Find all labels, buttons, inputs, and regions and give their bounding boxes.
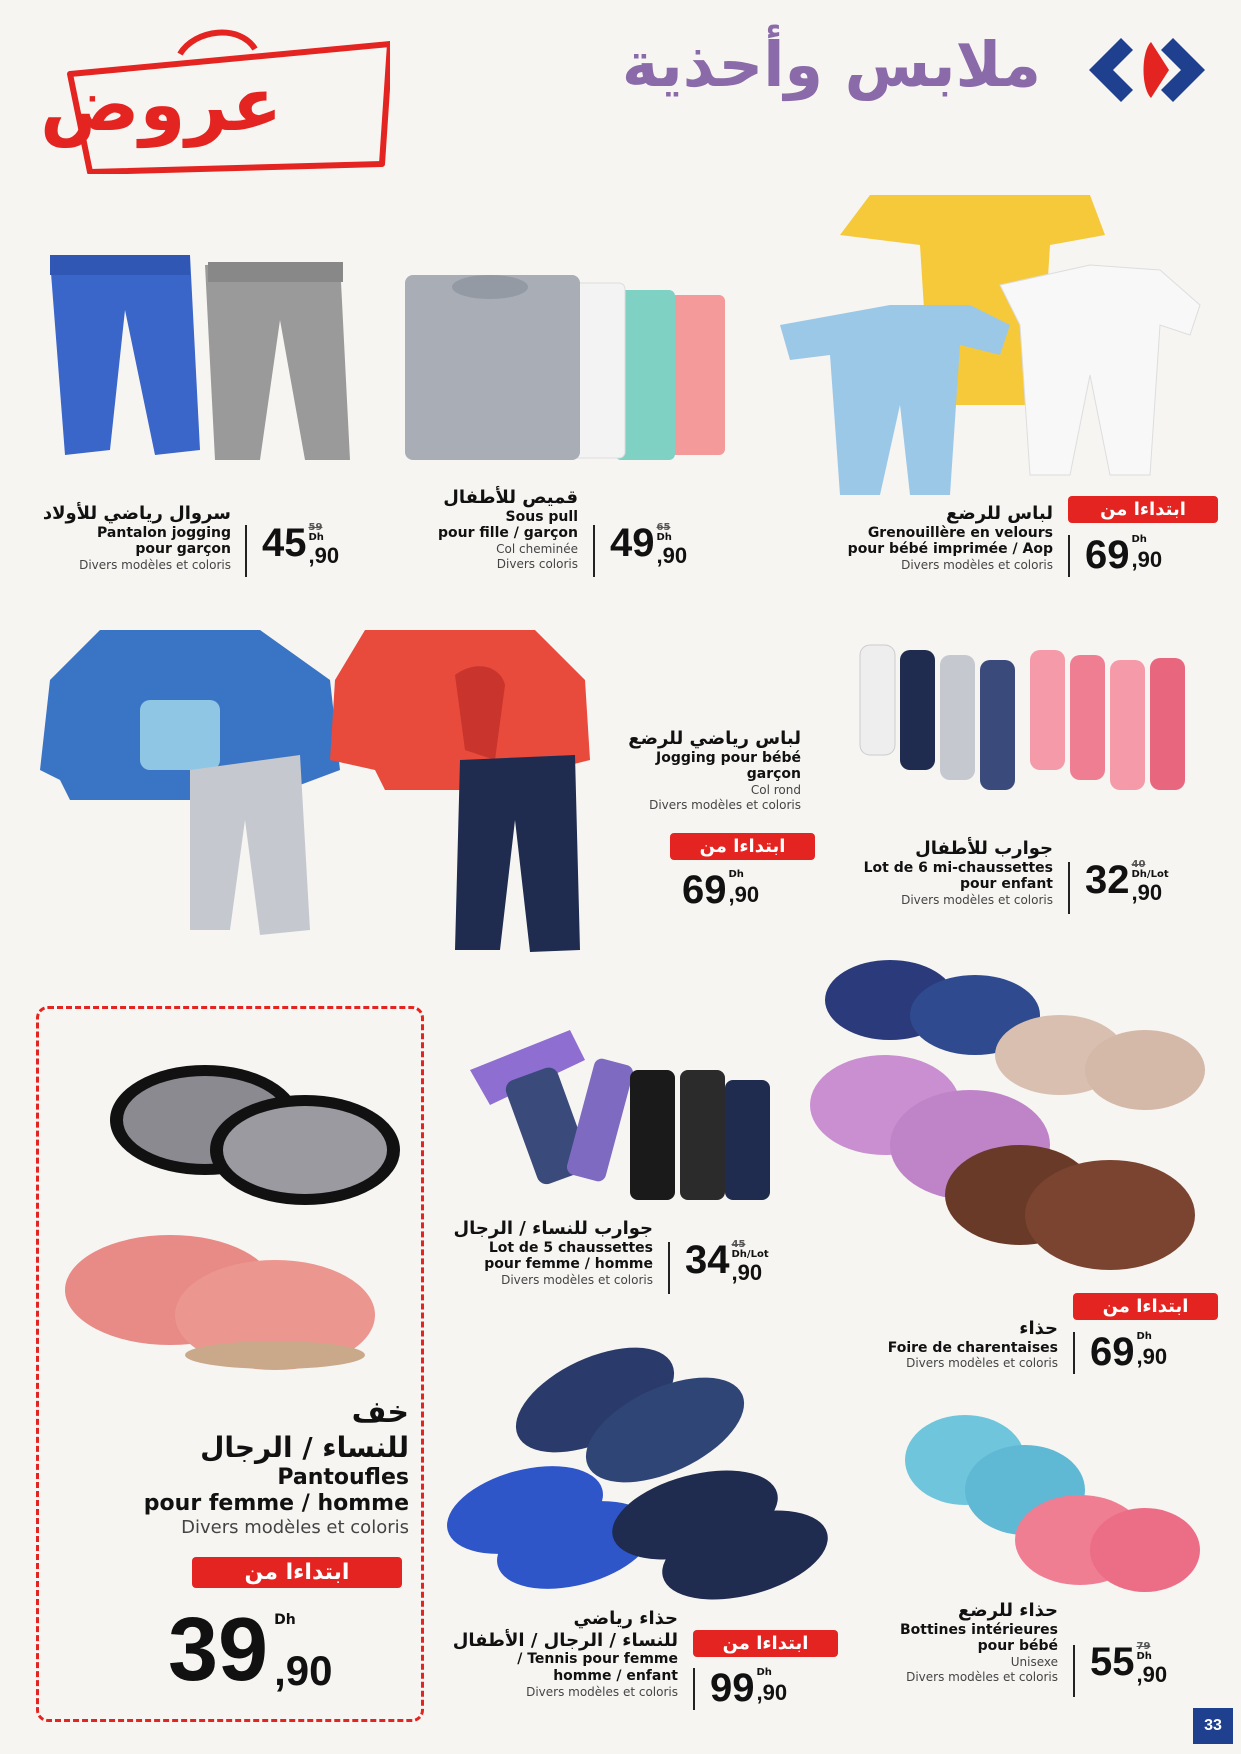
chaussettes-enfant-price: 32 40 Dh/Lot ,90 — [1085, 858, 1169, 905]
divider — [1068, 535, 1070, 577]
divider — [593, 525, 595, 577]
pantalon-price: 45 59 Dh ,90 — [262, 521, 340, 568]
baby-bootees-image — [895, 1400, 1200, 1595]
jogging-bebe-price: 69 Dh ,90 — [682, 868, 760, 912]
page-number: 33 — [1193, 1708, 1233, 1744]
kids-sweaters-image — [400, 265, 730, 465]
page-title: ملابس وأحذية — [621, 28, 1041, 101]
pantoufles-label: خف للنساء / الرجال Pantoufles pour femme / homme Divers modèles et coloris — [143, 1395, 409, 1539]
baby-jogging-blue-image — [40, 620, 340, 950]
chaussettes-enfant-label: جوارب للأطفال Lot de 6 mi-chaussettes pour enfant Divers modèles et coloris — [863, 838, 1053, 908]
starting-from-badge: ابتداءا من — [192, 1557, 402, 1588]
tennis-shoes-image — [445, 1330, 830, 1600]
checkered-slippers-image — [105, 1050, 405, 1210]
divider — [693, 1668, 695, 1710]
jogging-pants-image — [40, 250, 355, 475]
promo-label: عروض — [40, 62, 283, 148]
charentaises-label: حذاء Foire de charentaises Divers modèles et coloris — [887, 1318, 1058, 1371]
starting-from-badge: ابتداءا من — [1068, 496, 1218, 523]
divider — [1068, 862, 1070, 914]
charentaises-price: 69 Dh ,90 — [1090, 1330, 1168, 1374]
divider — [1073, 1645, 1075, 1697]
starting-from-badge: ابتداءا من — [1073, 1293, 1218, 1320]
starting-from-badge: ابتداءا من — [693, 1630, 838, 1657]
tennis-price: 99 Dh ,90 — [710, 1666, 788, 1710]
grenouillere-label: لباس للرضع Grenouillère en velours pour bébé imprimée / Aop Divers modèles et coloris — [847, 503, 1053, 573]
adult-socks-image — [460, 1010, 780, 1210]
pantoufles-price: 39 Dh ,90 — [168, 1600, 333, 1700]
chaussettes-adulte-price: 34 45 Dh/Lot ,90 — [685, 1238, 769, 1285]
kids-socks-image — [855, 640, 1190, 800]
bottines-label: حذاء للرضع Bottines intérieures pour bébé Unisexe Divers modèles et coloris — [900, 1600, 1058, 1684]
tennis-label: حذاء رياضي للنساء / الرجال / الأطفال Tennis pour femme / homme / enfant Divers modèles et coloris — [452, 1608, 678, 1699]
carrefour-logo-icon — [1081, 30, 1213, 110]
jogging-bebe-label: لباس رياضي للرضع Jogging pour bébé garçon Col rond Divers modèles et coloris — [628, 728, 801, 812]
divider — [245, 525, 247, 577]
baby-onesies-image — [760, 175, 1210, 505]
baby-jogging-red-image — [325, 620, 595, 960]
grenouillere-price: 69 Dh ,90 — [1085, 533, 1163, 577]
bottines-price: 55 79 Dh ,90 — [1090, 1640, 1168, 1687]
charentaises-slippers-image — [810, 945, 1210, 1280]
pantalon-label: سروال رياضي للأولاد Pantalon jogging pour garçon Divers modèles et coloris — [42, 503, 231, 573]
pink-slippers-image — [60, 1225, 380, 1375]
souspull-label: قميص للأطفال Sous pull pour fille / garçon Col cheminée Divers coloris — [438, 487, 578, 571]
chaussettes-adulte-label: جوارب للنساء / الرجال Lot de 5 chaussettes pour femme / homme Divers modèles et coloris — [453, 1218, 653, 1288]
souspull-price: 49 65 Dh ,90 — [610, 521, 688, 568]
starting-from-badge: ابتداءا من — [670, 833, 815, 860]
divider — [668, 1242, 670, 1294]
divider — [1073, 1332, 1075, 1374]
